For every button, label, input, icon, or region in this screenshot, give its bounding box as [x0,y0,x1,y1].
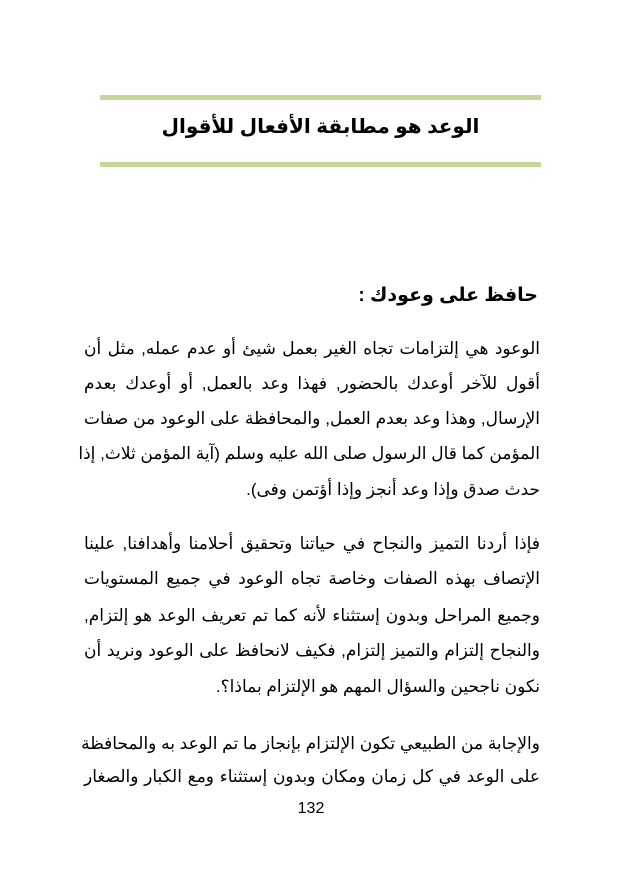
text-line: الإتصاف بهذه الصفات وخاصة تجاه الوعود في جميع المستويات [84,569,540,588]
text-line: أقول للآخر أوعدك بالحضور, فهذا وعد بالعمل, أو أوعدك بعدم [84,374,540,393]
title-bottom-rule [100,162,541,167]
text-line: وجميع المراحل وبدون إستثناء لأنه كما تم تعريف الوعد هو إلتزام, [84,606,540,625]
title-top-rule [100,95,541,100]
text-line: نكون ناجحين والسؤال المهم هو الإلتزام بماذا؟. [215,677,540,696]
text-line: الإرسال, وهذا وعد بعدم العمل, والمحافظة على الوعود من صفات [84,409,540,428]
text-line: الوعود هي إلتزامات تجاه الغير بعمل شيئ أو عدم عمله, مثل أن [84,339,540,358]
text-line: والإجابة من الطبيعي تكون الإلتزام بإنجاز ما تم الوعد به والمحافظة [81,734,540,753]
page-title: الوعد هو مطابقة الأفعال للأقوال [161,116,480,138]
section-heading: حافظ على وعودك : [358,285,538,306]
text-line: فإذا أردنا التميز والنجاح في حياتنا وتحقيق أحلامنا وأهدافنا, علينا [84,534,540,553]
text-line: حدث صدق وإذا وعد أنجز وإذا أؤتمن وفى). [246,480,540,499]
text-line: على الوعد في كل زمان ومكان وبدون إستثناء ومع الكبار والصغار [84,767,540,786]
page-number: 132 [297,800,325,817]
text-line: المؤمن كما قال الرسول صلى الله عليه وسلم (آية المؤمن ثلاث, إذا [78,444,540,463]
text-line: والنجاح إلتزام والتميز إلتزام, فكيف لانحافظ على الوعود ونريد أن [84,641,540,660]
